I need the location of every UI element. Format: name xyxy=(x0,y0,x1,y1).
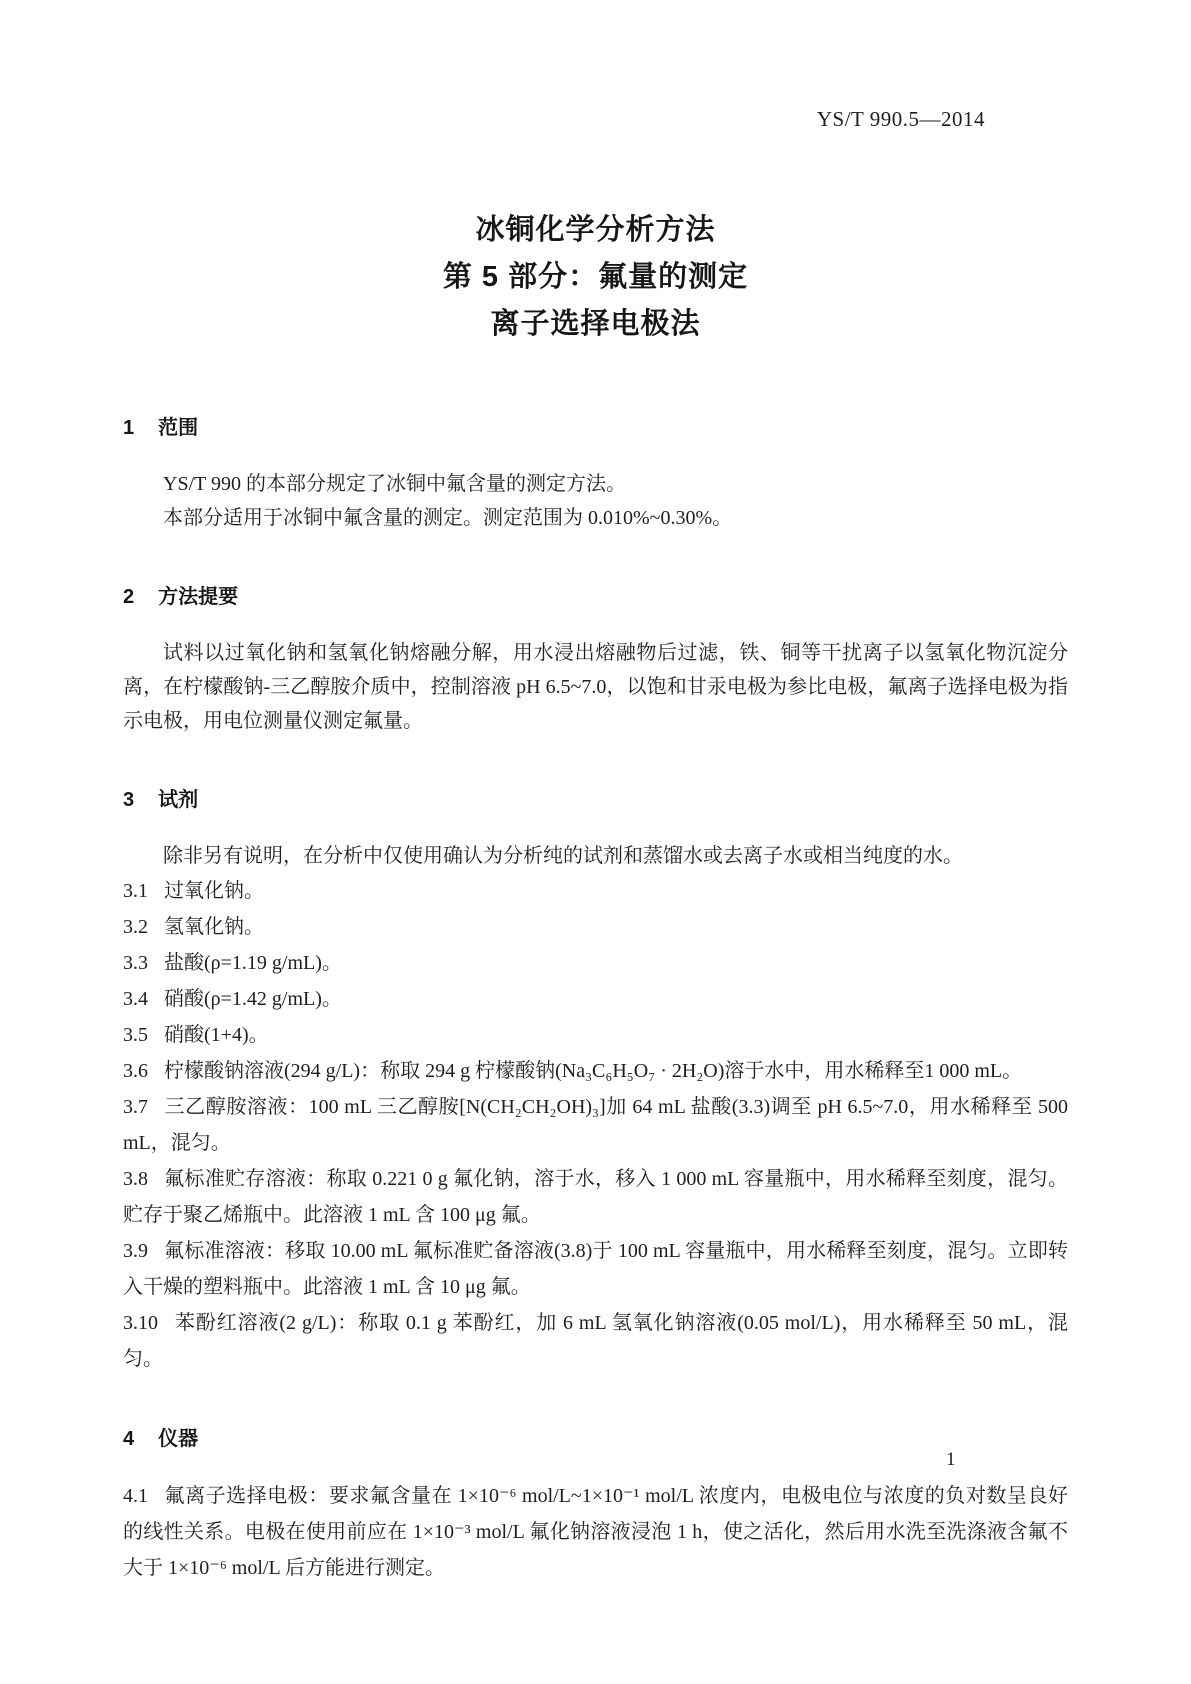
section-heading xyxy=(123,581,1068,614)
section-method-summary xyxy=(123,581,1068,738)
title-line-1: 冰铜化学分析方法 xyxy=(475,214,716,246)
document-header xyxy=(123,106,1068,133)
clause-item xyxy=(123,1017,1068,1053)
section-reagents xyxy=(123,784,1068,1377)
clause-text: 氟标准贮存溶液：称取 0.221 0 g 氟化钠，溶于水，移入 1 000 mL 容量瓶中，用水稀释至刻度，混匀。贮存于聚乙烯瓶中。此溶液 1 mL 含 100 μg 氟。 xyxy=(123,1168,1068,1226)
paragraph: 本部分适用于冰铜中氟含量的测定。测定范围为 0.010%~0.30%。 xyxy=(163,507,733,529)
clause-number: 3.1 xyxy=(123,880,148,902)
clause-number: 3.2 xyxy=(123,916,148,938)
clause-item xyxy=(123,945,1068,981)
section-heading xyxy=(123,784,1068,817)
clause-text: 过氧化钠。 xyxy=(164,880,264,902)
clause-text: 氢氧化钠。 xyxy=(164,916,264,938)
clause-text: 苯酚红溶液(2 g/L)：称取 0.1 g 苯酚红，加 6 mL 氢氧化钠溶液(0.05 mol/L)，用水稀释至 50 mL，混匀。 xyxy=(123,1312,1068,1370)
section-label: 试剂 xyxy=(158,789,199,811)
section-scope xyxy=(123,412,1068,535)
clause-number: 3.3 xyxy=(123,952,148,974)
doc-number: YS/T 990.5—2014 xyxy=(816,107,985,131)
section-number: 2 xyxy=(123,586,135,608)
section-label: 方法提要 xyxy=(158,586,239,608)
clause-text: 硝酸(1+4)。 xyxy=(164,1024,269,1046)
section-number: 4 xyxy=(123,1428,135,1450)
title-line-2: 第 5 部分：氟量的测定 xyxy=(442,261,749,293)
clause-item xyxy=(123,1053,1068,1089)
section-number: 1 xyxy=(123,417,135,439)
clause-item xyxy=(123,1478,1068,1586)
clause-item xyxy=(123,1161,1068,1233)
clause-number: 3.9 xyxy=(123,1240,148,1262)
paragraph: YS/T 990 的本部分规定了冰铜中氟含量的测定方法。 xyxy=(163,473,626,495)
clause-number: 3.8 xyxy=(123,1168,148,1190)
clause-text: 氟离子选择电极：要求氟含量在 1×10⁻⁶ mol/L~1×10⁻¹ mol/L 浓度内，电极电位与浓度的负对数呈良好的线性关系。电极在使用前应在 1×10⁻³ mol/L 氟化钠溶液浸泡 1 h，使之活化，然后用水洗至洗涤液含氟不大于 1×10⁻⁶ mol/L 后方能进行测定。 xyxy=(123,1485,1068,1579)
clause-item xyxy=(123,909,1068,945)
clause-number: 3.5 xyxy=(123,1024,148,1046)
paragraph: 试料以过氧化钠和氢氧化钠熔融分解，用水浸出熔融物后过滤，铁、铜等干扰离子以氢氧化物沉淀分离，在柠檬酸钠-三乙醇胺介质中，控制溶液 pH 6.5~7.0，以饱和甘汞电极为参比电极，氟离子选择电极为指示电极，用电位测量仪测定氟量。 xyxy=(123,642,1068,732)
clause-text: 硝酸(ρ=1.42 g/mL)。 xyxy=(164,988,342,1010)
clause-item xyxy=(123,873,1068,909)
title-line-3: 离子选择电极法 xyxy=(490,308,701,340)
clause-number: 3.6 xyxy=(123,1060,148,1082)
clause-text: 盐酸(ρ=1.19 g/mL)。 xyxy=(164,952,342,974)
clause-number: 4.1 xyxy=(123,1485,148,1507)
clause-text: 柠檬酸钠溶液(294 g/L)：称取 294 g 柠檬酸钠(Na₃C₆H₅O₇ · 2H₂O)溶于水中，用水稀释至1 000 mL。 xyxy=(164,1060,1023,1082)
page-number: 1 xyxy=(946,1449,956,1470)
clause-item xyxy=(123,1233,1068,1305)
clause-text: 氟标准溶液：移取 10.00 mL 氟标准贮备溶液(3.8)于 100 mL 容量瓶中，用水稀释至刻度，混匀。立即转入干燥的塑料瓶中。此溶液 1 mL 含 10 μg 氟。 xyxy=(123,1240,1068,1298)
clause-item xyxy=(123,1089,1068,1161)
paragraph: 除非另有说明，在分析中仅使用确认为分析纯的试剂和蒸馏水或去离子水或相当纯度的水。 xyxy=(163,845,963,867)
section-label: 范围 xyxy=(158,417,199,439)
clause-item xyxy=(123,981,1068,1017)
clause-text: 三乙醇胺溶液：100 mL 三乙醇胺[N(CH₂CH₂OH)₃]加 64 mL 盐酸(3.3)调至 pH 6.5~7.0，用水稀释至 500 mL，混匀。 xyxy=(123,1096,1068,1154)
clause-number: 3.4 xyxy=(123,988,148,1010)
section-heading xyxy=(123,412,1068,445)
section-label: 仪器 xyxy=(158,1428,199,1450)
section-number: 3 xyxy=(123,789,135,811)
section-apparatus xyxy=(123,1423,1068,1586)
document-title xyxy=(123,207,1068,348)
section-heading xyxy=(123,1423,1068,1456)
clause-number: 3.7 xyxy=(123,1096,148,1118)
clause-item xyxy=(123,1305,1068,1377)
clause-number: 3.10 xyxy=(123,1312,158,1334)
